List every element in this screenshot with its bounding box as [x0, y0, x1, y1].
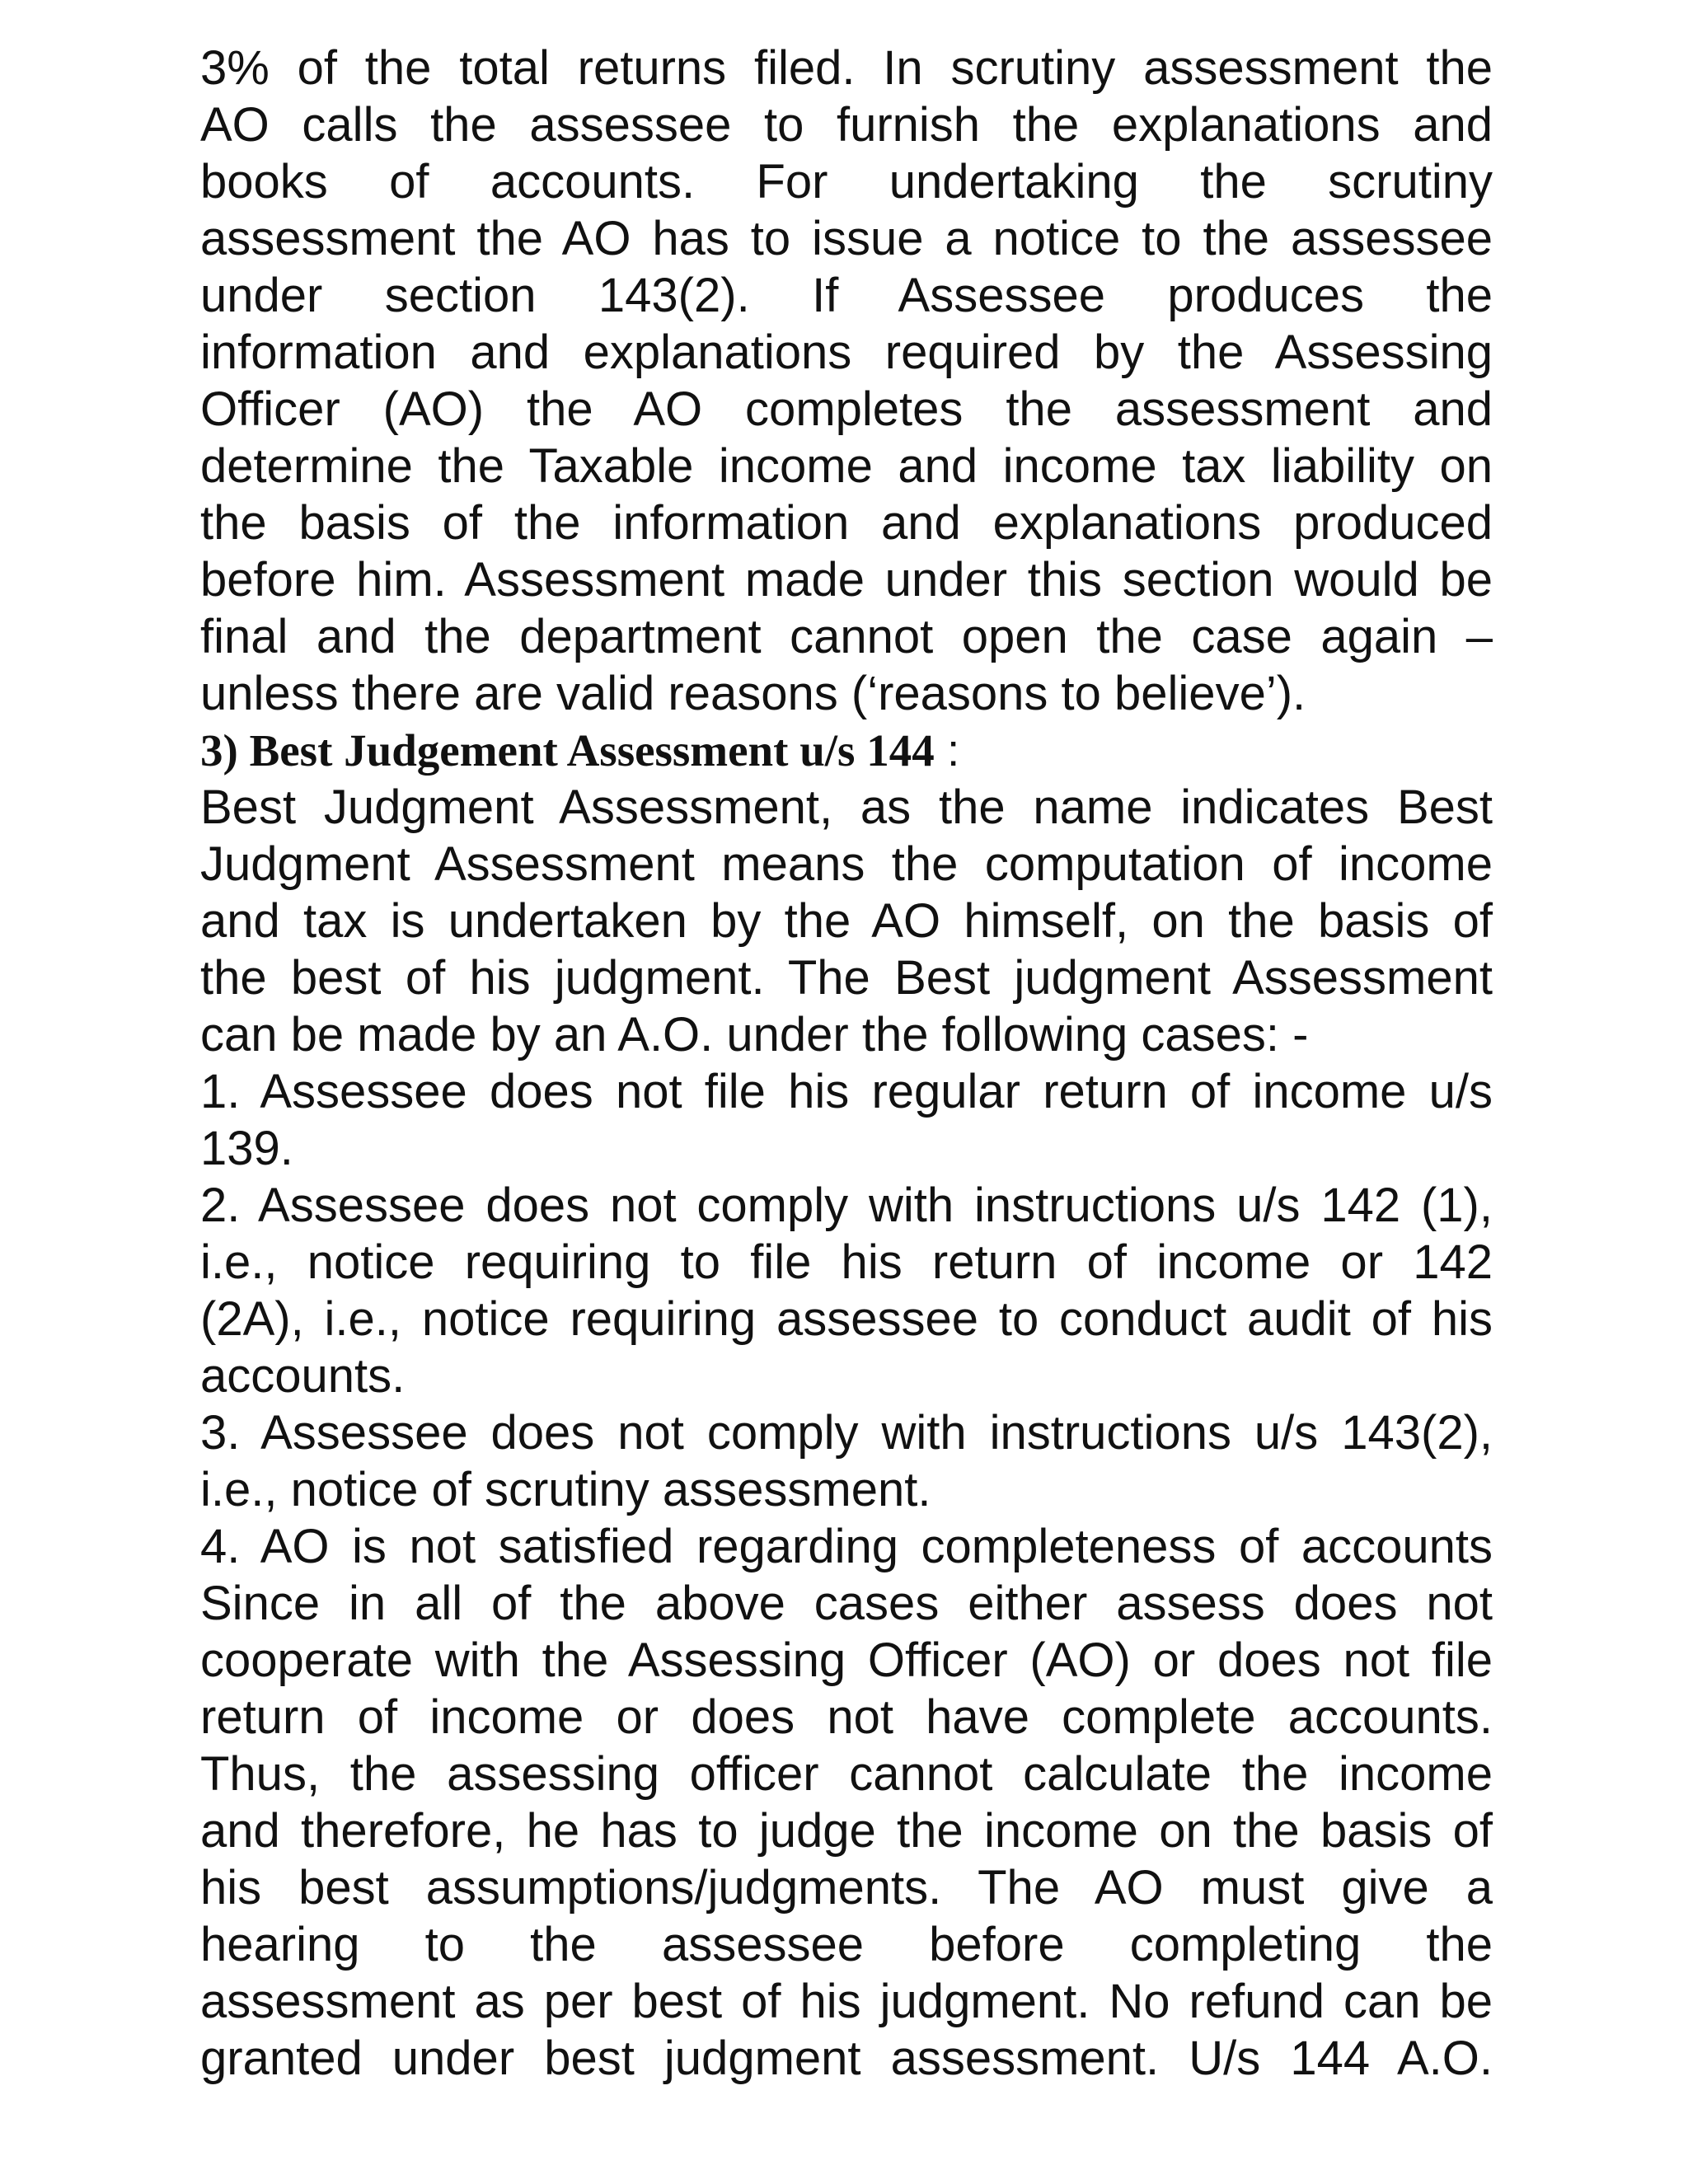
text-line: the best of his judgment. The Best judgment Assessment — [200, 951, 1493, 1005]
list-item: 1. Assessee does not file his regular return of income u/s — [200, 1065, 1493, 1118]
text-line: final and the department cannot open the case again – — [200, 610, 1493, 663]
text-line: information and explanations required by the Assessing — [200, 326, 1493, 379]
list-item: accounts. — [200, 1349, 406, 1403]
text-line: cooperate with the Assessing Officer (AO) or does not file — [200, 1633, 1493, 1687]
text-line: can be made by an A.O. under the following cases: - — [200, 1008, 1309, 1062]
intro-paragraph — [200, 779, 1493, 1063]
text-line: Officer (AO) the AO completes the assessment and — [200, 382, 1493, 436]
text-line: assessment as per best of his judgment. No refund can be — [200, 1975, 1493, 2028]
text-line: return of income or does not have complete accounts. — [200, 1690, 1493, 1744]
list-item: i.e., notice requiring to file his return of income or 142 — [200, 1235, 1493, 1289]
text-line: under section 143(2). If Assessee produces the — [200, 269, 1493, 322]
text-line: granted under best judgment assessment. U/s 144 A.O. — [200, 2032, 1493, 2085]
text-line: and tax is undertaken by the AO himself, on the basis of — [200, 894, 1493, 948]
list-item: 2. Assessee does not comply with instructions u/s 142 (1), — [200, 1179, 1493, 1232]
list-item: i.e., notice of scrutiny assessment. — [200, 1463, 931, 1516]
section-heading-colon: : — [934, 724, 960, 776]
document-page — [200, 40, 1493, 2087]
section-heading-text: 3) Best Judgement Assessment u/s 144 — [200, 725, 935, 776]
text-line: AO calls the assessee to furnish the explanations and — [200, 98, 1493, 152]
list-item: (2A), i.e., notice requiring assessee to conduct audit of his — [200, 1292, 1493, 1346]
cases-list — [200, 1063, 1493, 1575]
section-heading — [200, 722, 1493, 779]
list-item: 4. AO is not satisfied regarding completeness of accounts — [200, 1520, 1493, 1573]
list-item: 139. — [200, 1122, 293, 1175]
text-line: determine the Taxable income and income tax liability on — [200, 439, 1493, 493]
text-line: the basis of the information and explanations produced — [200, 496, 1493, 550]
text-line: and therefore, he has to judge the income on the basis of — [200, 1804, 1493, 1858]
text-line: Best Judgment Assessment, as the name indicates Best — [200, 780, 1493, 834]
text-line: Since in all of the above cases either assess does not — [200, 1577, 1493, 1630]
text-line: 3% of the total returns filed. In scrutiny assessment the — [200, 41, 1493, 95]
text-line: books of accounts. For undertaking the scrutiny — [200, 155, 1493, 209]
conclusion-paragraph — [200, 1575, 1493, 2087]
text-line: unless there are valid reasons (‘reasons to believe’). — [200, 667, 1306, 720]
text-line: his best assumptions/judgments. The AO must give a — [200, 1861, 1493, 1915]
text-line: hearing to the assessee before completing the — [200, 1918, 1493, 1971]
text-line: Judgment Assessment means the computation of income — [200, 837, 1493, 891]
text-line: before him. Assessment made under this section would be — [200, 553, 1493, 607]
text-line: assessment the AO has to issue a notice to the assessee — [200, 212, 1493, 265]
scrutiny-paragraph — [200, 40, 1493, 722]
list-item: 3. Assessee does not comply with instructions u/s 143(2), — [200, 1406, 1493, 1460]
text-line: Thus, the assessing officer cannot calculate the income — [200, 1747, 1493, 1801]
